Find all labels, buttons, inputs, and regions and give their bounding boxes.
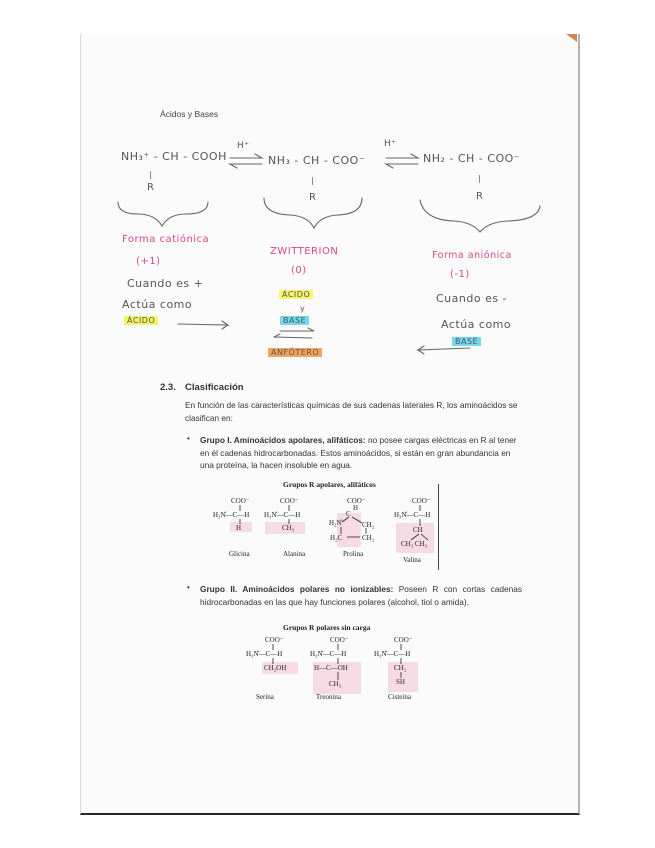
valine-coo: COO⁻ [412,497,431,505]
page-header-title: Ácidos y Bases [160,109,219,119]
equation-cationic: NH₃⁺ - CH - COOH [121,150,227,163]
equation-h-plus-2: H⁺ [384,139,397,149]
zwitterion-charge: (0) [291,265,307,276]
serine-r: CH₂OH [264,664,287,672]
r-group-1: R [147,182,155,193]
anionic-note-line1: Cuando es - [436,292,508,305]
glycine-r: H [236,524,242,532]
glycine-coo: COO⁻ [231,497,250,505]
group1-paragraph [200,434,522,472]
anionic-base-tag: BASE [452,337,481,346]
alanine-r: CH₃ [282,524,295,532]
section-intro: En función de las características químicas de sus cadenas laterales R, los aminoácidos se clasifican en: [185,400,518,423]
r-group-2: R [309,192,317,203]
cysteine-ch2: CH₂ [394,664,407,672]
alanine-coo: COO⁻ [280,497,299,505]
group1-text: no posee cargas eléctricas en R al tener en él cadenas hidrocarbonadas. Estos aminoácidos, si están en gran abundancia en una proteína, la hacen insoluble en agua. [200,435,517,470]
zwitterion-acid-tag: ÁCIDO [279,290,313,299]
threonine-backbone: H₃N̊—C—H [310,650,347,658]
serine-coo: COO⁻ [265,636,284,644]
glycine-backbone: H₃N̊—C—H [213,511,250,519]
threonine-name: Treonina [316,693,342,701]
valine-name: Valina [403,556,421,564]
figure2-title: Grupos R polares sin carga [283,623,371,632]
cysteine-name: Cisteína [388,693,411,701]
equation-zwitterion: NH₃ - CH - COO⁻ [268,154,366,167]
valine-ch: CH [413,526,423,534]
proline-name: Prolina [343,550,364,558]
section-title: Clasificación [185,382,244,393]
proline-h2n: H₂N̊ [329,519,342,527]
proline-coo: COO⁻ [347,497,366,505]
cationic-acid-tag: ÁCIDO [124,316,158,325]
valine-methyls: CH₃ CH₃ [401,540,428,548]
zwitterion-and: y [300,304,306,313]
anionic-charge: (-1) [450,269,470,280]
threonine-coo: COO⁻ [330,636,349,644]
proline-ch2-a: CH₂ [362,521,375,529]
figure1-right-rule [438,484,439,570]
group2-label: Grupo II. Aminoácidos polares no ionizables: [200,584,394,594]
r-bar-1: | [149,170,153,179]
proline-ring-bonds [330,506,376,546]
proline-h2c: H₂C [330,534,343,542]
equation-h-plus-1: H⁺ [237,141,250,151]
group2-text: Poseen R con cortas cadenas hidrocarbonadas en las que hay funciones polares (alcohol, tiol o amida). [200,584,523,607]
r-group-3: R [476,191,484,202]
zwitterion-label: ZWITTERION [270,246,339,257]
proline-h: H [353,504,359,512]
alanine-backbone: H₃N̊—C—H [264,511,301,519]
serine-backbone: H₃N̊—C—H [246,650,283,658]
anionic-form-label: Forma aniónica [432,250,512,261]
group2-paragraph [200,583,522,608]
amphoteric-tag: ANFÓTERO [268,348,322,357]
cationic-charge: (+1) [136,256,161,267]
cysteine-backbone: H₃N̊—C—H [374,650,411,658]
r-bar-2: | [311,176,315,185]
bullet-group1: • [187,434,190,443]
glycine-name: Glicina [229,550,250,558]
threonine-hcoh: H—C—OH [314,664,348,672]
zwitterion-base-tag: BASE [280,316,309,325]
cationic-note-line2: Actúa como [122,298,193,311]
section-number: 2.3. [160,382,176,393]
valine-backbone: H₃N̊—C—H [394,511,431,519]
serine-name: Serina [256,693,274,701]
alanine-name: Alanina [283,550,306,558]
cationic-form-label: Forma catiónica [122,234,210,245]
anionic-note-line2: Actúa como [441,318,512,331]
cysteine-coo: COO⁻ [394,636,413,644]
group1-label: Grupo I. Aminoácidos apolares, alifáticos: [200,435,366,445]
proline-alpha-c: C [346,510,351,518]
cationic-note-line1: Cuando es + [127,277,204,290]
cysteine-sh: SH [396,678,405,686]
r-bar-3: | [478,174,482,183]
figure1-title: Grupos R apolares, alifáticos [283,480,376,489]
equation-anionic: NH₂ - CH - COO⁻ [423,152,521,165]
threonine-ch3: CH₃ [329,680,342,688]
proline-ch2-b: CH₂ [362,534,375,542]
bullet-group2: • [187,583,190,592]
page-corner-tab [566,34,577,42]
